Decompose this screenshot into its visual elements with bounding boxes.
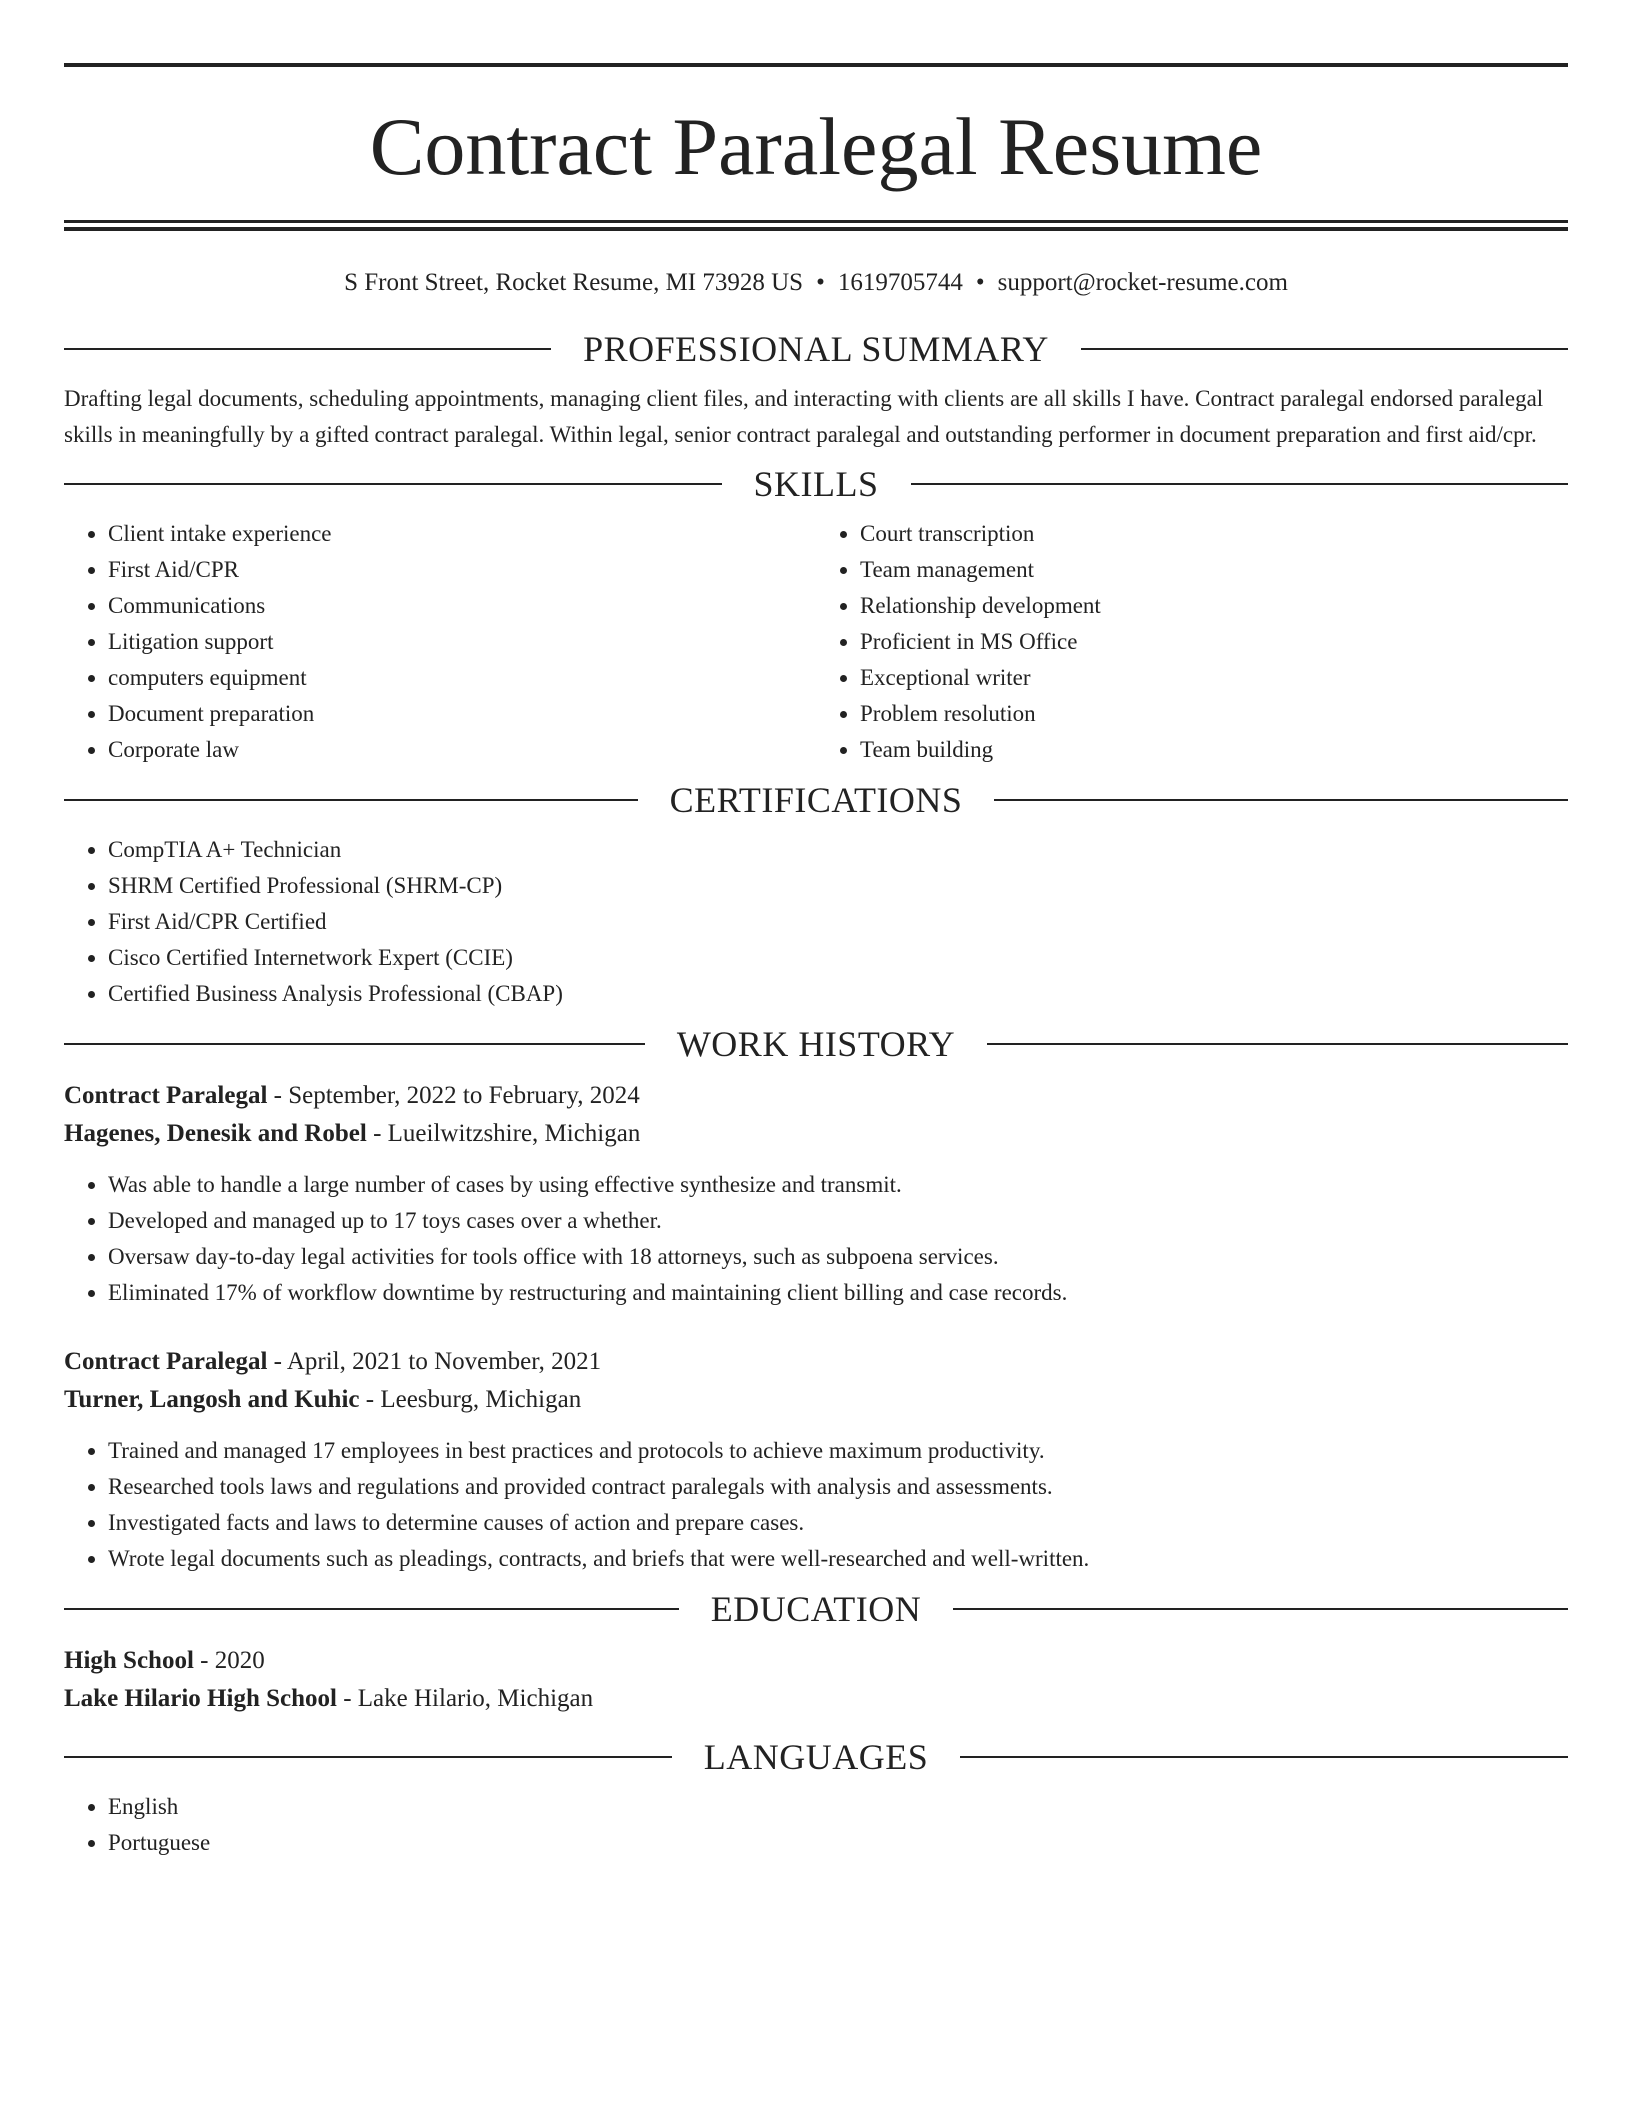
job-bullets xyxy=(64,1167,1568,1311)
job-location: - Lueilwitzshire, Michigan xyxy=(366,1120,641,1147)
section-header-certifications xyxy=(64,779,1568,821)
education-school: Lake Hilario High School xyxy=(64,1685,337,1712)
contact-separator: • xyxy=(975,269,985,296)
list-item: • Wrote legal documents such as pleadings, contracts, and briefs that were well-researched and well-written. xyxy=(108,1541,1568,1577)
job-entry xyxy=(64,1343,1568,1577)
list-item: • Relationship development xyxy=(860,588,1568,624)
education-year: - 2020 xyxy=(193,1647,265,1674)
job-title-line xyxy=(64,1077,1568,1115)
section-rule xyxy=(64,1608,679,1610)
list-item: • Certified Business Analysis Professional (CBAP) xyxy=(108,976,1568,1012)
section-rule xyxy=(64,1756,672,1758)
job-employer-line xyxy=(64,1115,1568,1153)
section-title: CERTIFICATIONS xyxy=(669,780,963,820)
section-header-summary xyxy=(64,328,1568,370)
job-bullets xyxy=(64,1433,1568,1577)
list-item: • Cisco Certified Internetwork Expert (CCIE) xyxy=(108,940,1568,976)
list-item: • computers equipment xyxy=(108,660,816,696)
list-item: • Proficient in MS Office xyxy=(860,624,1568,660)
skills-columns xyxy=(64,516,1568,768)
section-rule xyxy=(1081,348,1568,350)
education-degree-line xyxy=(64,1642,1568,1680)
job-dates: - April, 2021 to November, 2021 xyxy=(267,1348,602,1375)
education-school-line xyxy=(64,1680,1568,1718)
section-rule xyxy=(911,483,1569,485)
job-title: Contract Paralegal xyxy=(64,1348,268,1375)
job-location: - Leesburg, Michigan xyxy=(359,1386,582,1413)
section-header-education xyxy=(64,1588,1568,1630)
section-header-languages xyxy=(64,1736,1568,1778)
top-rule xyxy=(64,63,1568,67)
contact-separator: • xyxy=(816,269,825,296)
section-title: WORK HISTORY xyxy=(676,1024,956,1064)
skills-list-right xyxy=(816,516,1568,768)
list-item: • Portuguese xyxy=(108,1825,1568,1861)
education-entry xyxy=(64,1642,1568,1718)
section-rule xyxy=(64,799,638,801)
list-item: • Developed and managed up to 17 toys cases over a whether. xyxy=(108,1203,1568,1239)
summary-text: Drafting legal documents, scheduling appointments, managing client files, and interacting with clients are all skills I have. Contract paralegal endorsed paralegal skills in meaningfully by a gifted contract paralegal. Within legal, senior contract paralegal and outstanding performer in document preparation and first aid/cpr. xyxy=(64,386,1544,447)
list-item: • Problem resolution xyxy=(860,696,1568,732)
list-item: • First Aid/CPR Certified xyxy=(108,904,1568,940)
list-item: • Trained and managed 17 employees in best practices and protocols to achieve maximum productivity. xyxy=(108,1433,1568,1469)
list-item: • Eliminated 17% of workflow downtime by restructuring and maintaining client billing and case records. xyxy=(108,1275,1568,1311)
section-title: EDUCATION xyxy=(710,1589,922,1629)
section-rule xyxy=(987,1043,1568,1045)
section-rule xyxy=(994,799,1568,801)
section-rule xyxy=(960,1756,1568,1758)
list-item: • Oversaw day-to-day legal activities for tools office with 18 attorneys, such as subpoena services. xyxy=(108,1239,1568,1275)
list-item: • Communications xyxy=(108,588,816,624)
list-item: • SHRM Certified Professional (SHRM-CP) xyxy=(108,868,1568,904)
job-employer: Turner, Langosh and Kuhic xyxy=(64,1386,360,1413)
job-title-line xyxy=(64,1343,1568,1381)
list-item: • Team building xyxy=(860,732,1568,768)
job-dates: - September, 2022 to February, 2024 xyxy=(267,1082,640,1109)
contact-line xyxy=(64,269,1568,297)
section-header-work-history xyxy=(64,1023,1568,1065)
job-employer-line xyxy=(64,1381,1568,1419)
list-item: • English xyxy=(108,1789,1568,1825)
job-title: Contract Paralegal xyxy=(64,1082,268,1109)
section-title: SKILLS xyxy=(753,464,879,504)
resume-title: Contract Paralegal Resume xyxy=(369,101,1263,192)
section-rule xyxy=(64,348,551,350)
list-item: • Corporate law xyxy=(108,732,816,768)
section-rule xyxy=(64,1043,645,1045)
list-item: • Document preparation xyxy=(108,696,816,732)
title-double-rule xyxy=(64,220,1568,231)
education-degree: High School xyxy=(64,1647,194,1674)
skills-list-left xyxy=(64,516,816,768)
section-rule xyxy=(953,1608,1568,1610)
languages-list xyxy=(64,1789,1568,1861)
certifications-list xyxy=(64,832,1568,1012)
list-item: • Investigated facts and laws to determine causes of action and prepare cases. xyxy=(108,1505,1568,1541)
section-rule xyxy=(64,483,722,485)
contact-email: support@rocket-resume.com xyxy=(997,269,1288,296)
job-entry xyxy=(64,1077,1568,1311)
list-item: • CompTIA A+ Technician xyxy=(108,832,1568,868)
job-employer: Hagenes, Denesik and Robel xyxy=(64,1120,367,1147)
list-item: • Court transcription xyxy=(860,516,1568,552)
list-item: • Researched tools laws and regulations and provided contract paralegals with analysis and assessments. xyxy=(108,1469,1568,1505)
list-item: • Client intake experience xyxy=(108,516,816,552)
list-item: • Exceptional writer xyxy=(860,660,1568,696)
list-item: • Litigation support xyxy=(108,624,816,660)
list-item: • First Aid/CPR xyxy=(108,552,816,588)
list-item: • Team management xyxy=(860,552,1568,588)
contact-address: S Front Street, Rocket Resume, MI 73928 US xyxy=(344,269,804,296)
section-title: LANGUAGES xyxy=(703,1737,929,1777)
section-header-skills xyxy=(64,463,1568,505)
list-item: • Was able to handle a large number of cases by using effective synthesize and transmit. xyxy=(108,1167,1568,1203)
section-title: PROFESSIONAL SUMMARY xyxy=(583,329,1049,369)
contact-phone: 1619705744 xyxy=(837,269,963,296)
education-location: - Lake Hilario, Michigan xyxy=(336,1685,594,1712)
